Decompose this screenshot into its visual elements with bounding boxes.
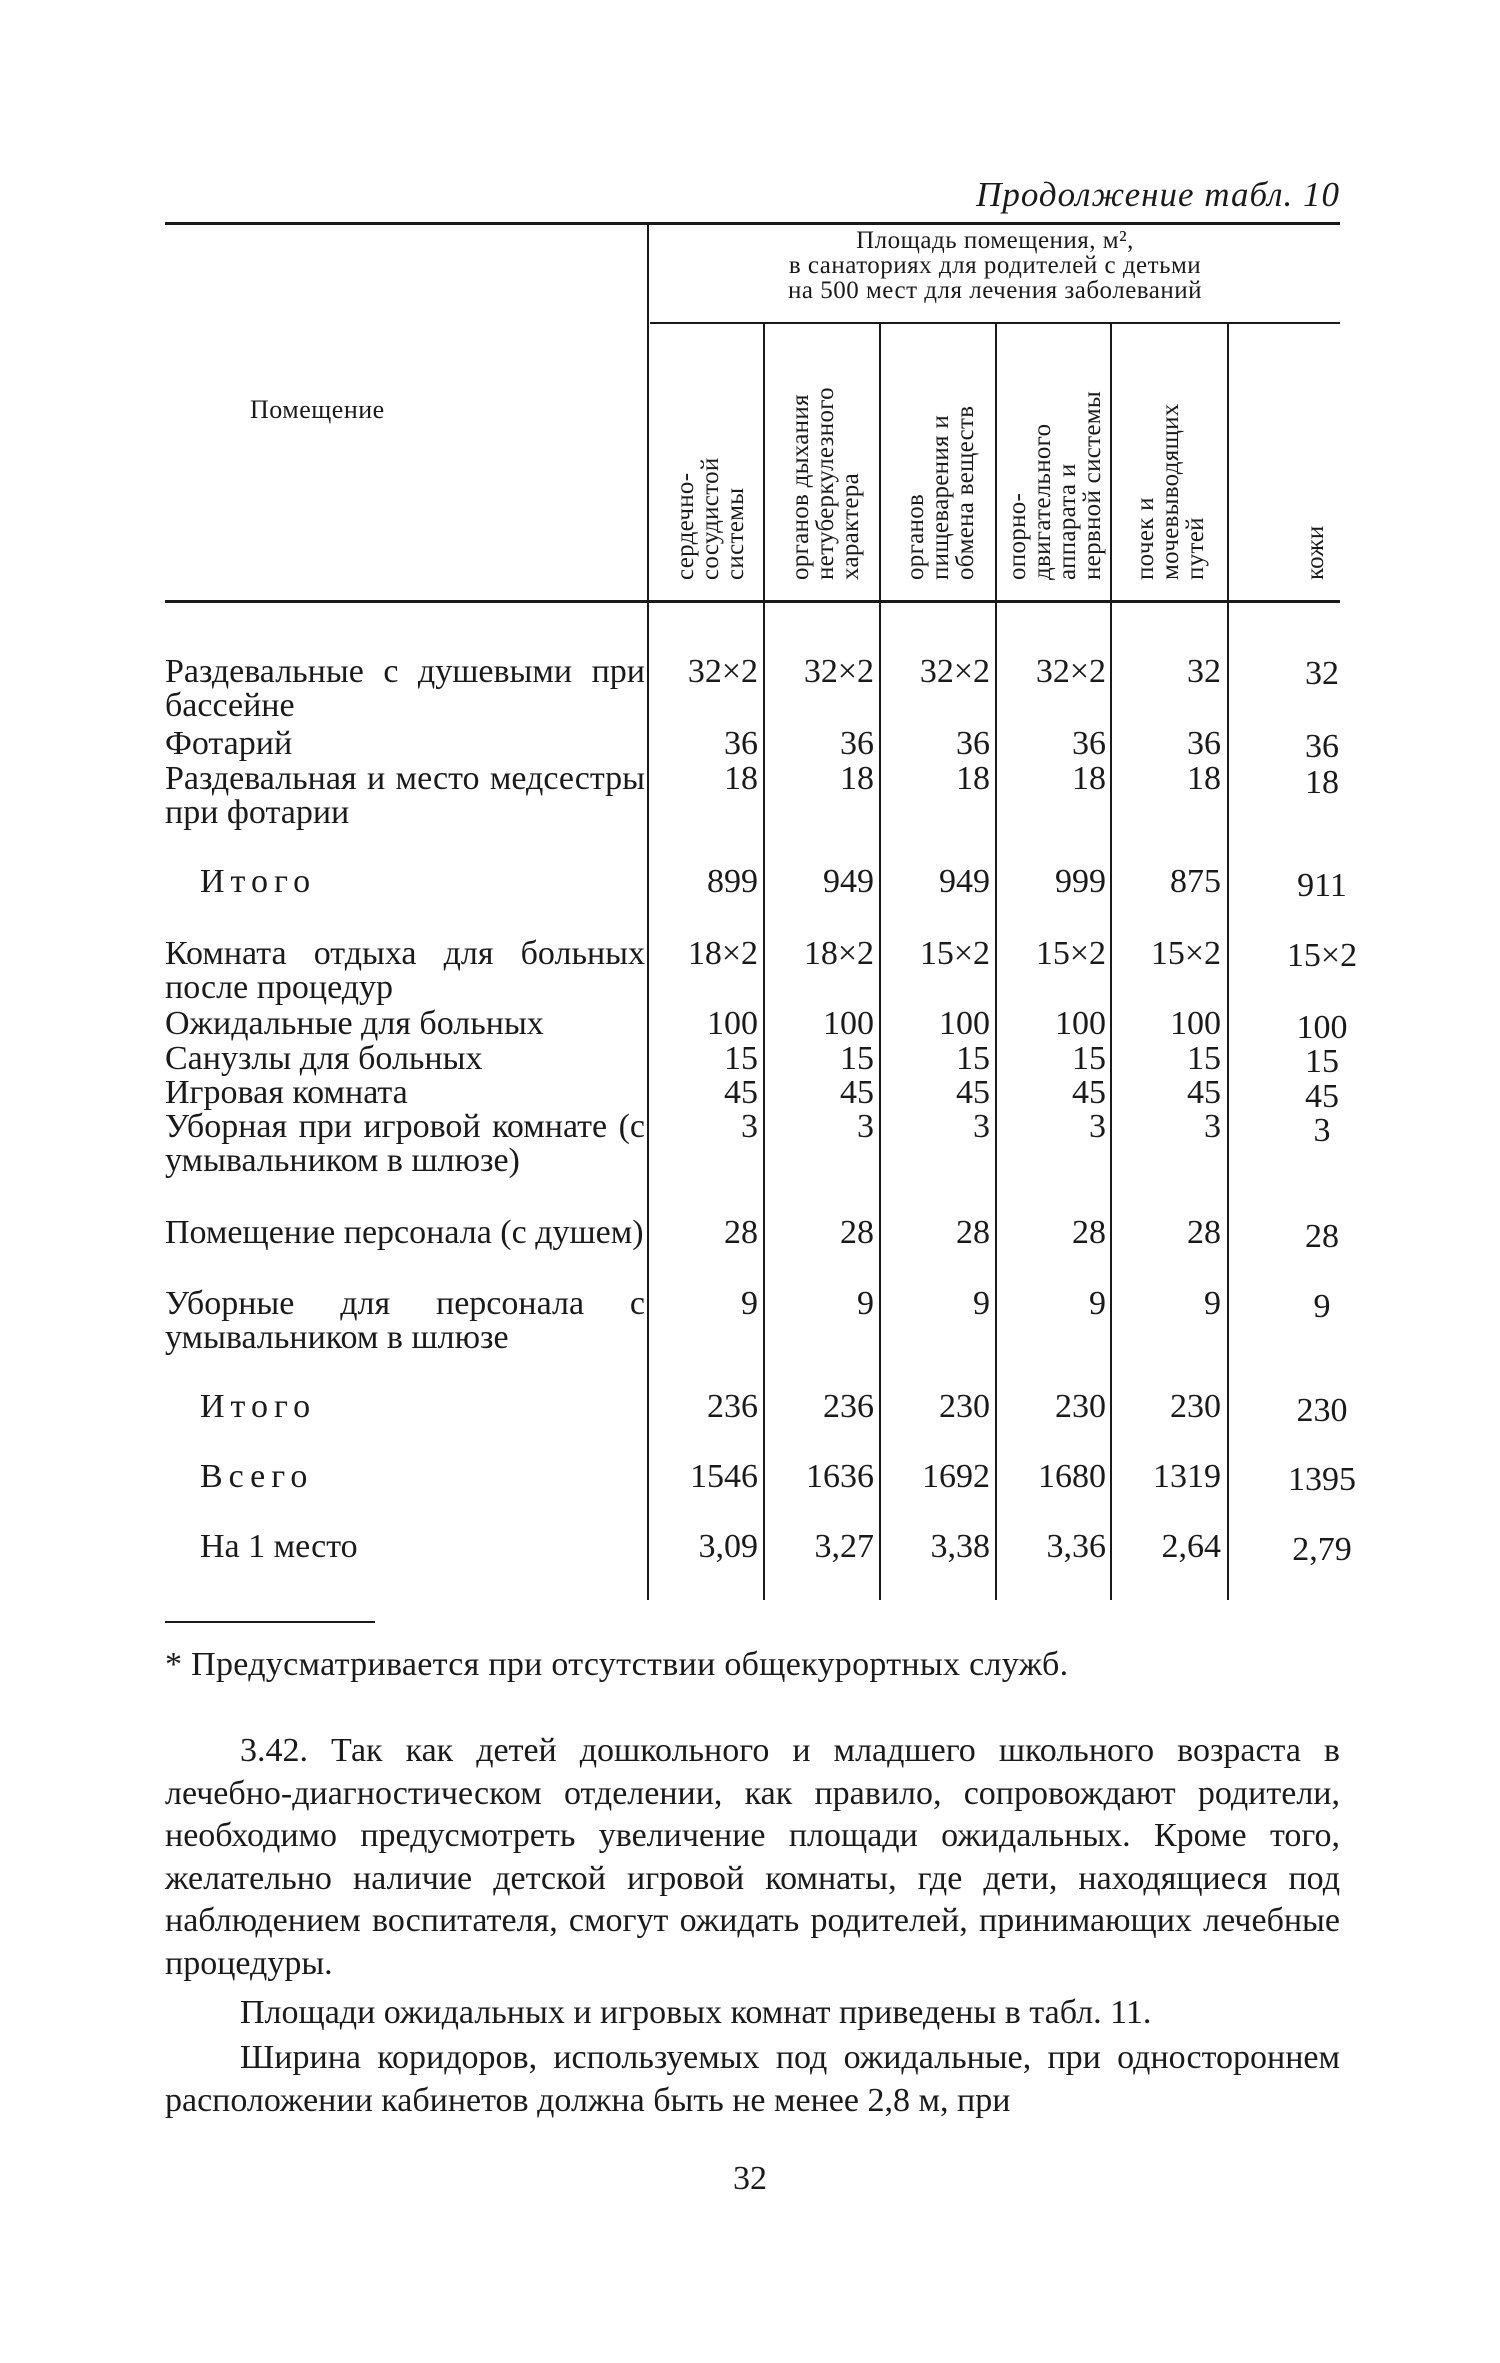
table-cell: 28 [1187,1214,1221,1251]
table-cell: 28 [1072,1214,1106,1251]
table-cell: 36 [1305,728,1339,765]
table-cell: 15 [1305,1043,1339,1080]
column-header-line: сердечно- [671,472,699,580]
table-cell: 3 [1089,1108,1106,1145]
table-cell: 9 [1313,1288,1331,1325]
table-cell: 18 [1187,760,1221,797]
table-cell: 3 [973,1108,990,1145]
table-cell: 899 [707,863,758,900]
table-cell: 100 [1055,1005,1106,1042]
table-cell: 18 [1072,760,1106,797]
footnote-rule [165,1621,375,1623]
table-cell: 18 [956,760,990,797]
table-cell: 999 [1055,863,1106,900]
table-cell: 236 [823,1388,874,1425]
row-label: Игровая комната [165,1074,408,1111]
table-cell: 100 [1170,1005,1221,1042]
table-cell: 100 [823,1005,874,1042]
table-cell: 15 [840,1040,874,1077]
column-header-cardio [655,340,765,580]
column-header-line: нервной системы [1079,391,1106,580]
column-divider [995,603,997,1600]
row-label-grand-total: Всего [200,1458,314,1495]
table-cell: 36 [1187,725,1221,762]
table-cell: 32×2 [1035,653,1106,690]
table-cell: 28 [724,1214,758,1251]
table-cell: 15×2 [1286,937,1358,974]
row-label-total: Итого [200,863,317,900]
column-divider [647,224,649,600]
room-column-header: Помещение [250,395,385,424]
table-cell: 911 [1297,867,1347,904]
table-cell: 9 [973,1285,990,1322]
paragraph: Ширина коридоров, используемых под ожидальные, при одностороннем расположении кабинетов должна быть не менее 2,8 м, при [165,2039,1340,2119]
column-divider [1110,603,1112,1600]
column-header-respiratory [770,340,880,580]
table-cell: 1692 [922,1458,990,1495]
column-header-line: двигательного [1029,423,1056,580]
table-cell: 3,36 [1046,1528,1106,1565]
row-label: Ожидальные для больных [165,1005,544,1042]
table-cell: 36 [956,725,990,762]
table-cell: 18 [724,760,758,797]
table-cell: 3 [1313,1112,1331,1149]
column-divider [647,603,649,1600]
column-divider [1227,603,1229,1600]
table-cell: 18×2 [687,935,758,972]
table-cell: 15 [724,1040,758,1077]
row-label: Санузлы для больных [165,1040,483,1077]
footnote: * Предусматривается при отсутствии общекурортных служб. [165,1646,1069,1683]
table-cell: 9 [1089,1285,1106,1322]
table-cell: 45 [1305,1078,1339,1115]
table-cell: 236 [707,1388,758,1425]
table-cell: 45 [956,1074,990,1111]
table-cell: 230 [1296,1392,1348,1429]
column-header-line: опорно- [1004,492,1031,580]
paragraph: Площади ожидальных и игровых комнат приведены в табл. 11. [240,1994,1152,2031]
table-cell: 15 [956,1040,990,1077]
column-header-line: пищеварения и [926,414,954,580]
table-top-rule [165,222,1340,225]
table-cell: 45 [1072,1074,1106,1111]
table-cell: 15 [1072,1040,1106,1077]
table-cell: 18×2 [803,935,874,972]
table-cell: 100 [1296,1009,1348,1046]
table-cell: 3,09 [698,1528,758,1565]
table-cell: 9 [857,1285,874,1322]
table-cell: 32×2 [687,653,758,690]
table-cell: 1546 [690,1458,758,1495]
column-divider [879,324,881,600]
column-header-digestive [885,340,995,580]
row-label: Уборные для персонала с умывальником в шлюзе [165,1285,645,1356]
table-cell: 32×2 [919,653,990,690]
column-divider [879,603,881,1600]
row-label: Раздевальные с душевыми при бассейне [165,653,645,724]
header-bottom-rule [165,600,1340,603]
table-cell: 45 [840,1074,874,1111]
group-header-line: в санаториях для родителей с детьми [788,252,1202,279]
column-header-musculoskeletal [1000,340,1110,580]
table-cell: 1680 [1038,1458,1106,1495]
table-cell: 949 [939,863,990,900]
row-label-per-place: На 1 место [200,1528,358,1565]
column-header-line: аппарата и [1054,463,1081,580]
column-divider [995,324,997,600]
table-cell: 1319 [1153,1458,1221,1495]
column-header-urinary [1115,340,1225,580]
column-header-line: кожи [1301,525,1329,580]
table-cell: 36 [1072,725,1106,762]
column-divider [1110,324,1112,600]
table-cell: 2,64 [1161,1528,1221,1565]
table-cell: 3,27 [814,1528,874,1565]
table-cell: 18 [1305,764,1339,801]
table-cell: 949 [823,863,874,900]
column-header-line: обмена веществ [951,405,979,580]
table-cell: 32 [1187,653,1221,690]
table-cell: 28 [840,1214,874,1251]
column-header-line: органов [901,493,929,580]
table-cell: 2,79 [1292,1531,1352,1568]
table-cell: 1395 [1288,1461,1356,1498]
column-divider [763,603,765,1600]
column-header-line: системы [721,487,749,580]
group-header-line: Площадь помещения, м², [856,227,1134,254]
table-cell: 28 [956,1214,990,1251]
table-cell: 15×2 [1035,935,1106,972]
table-cell: 100 [939,1005,990,1042]
column-divider [763,324,765,600]
column-header-line: нетуберкулезного [811,387,839,580]
page-number: 32 [733,2160,767,2197]
table-cell: 9 [741,1285,758,1322]
table-cell: 15×2 [1150,935,1221,972]
row-label: Раздевальная и место медсестры при фотарии [165,760,645,831]
table-cell: 1636 [806,1458,874,1495]
column-header-line: сосудистой [696,457,724,580]
column-header-line: характера [836,473,864,580]
table-cell: 9 [1204,1285,1221,1322]
table-cell: 15 [1187,1040,1221,1077]
column-header-line: путей [1181,517,1209,580]
column-header-line: мочевыводящих [1156,403,1184,580]
table-cell: 32×2 [803,653,874,690]
row-label: Комната отдыха для больных после процедур [165,935,645,1006]
paragraph: 3.42. Так как детей дошкольного и младшего школьного возраста в лечебно-диагностическом отделении, как правило, сопровождают родители, необходимо предусмотреть увеличение площади ожидальных. Кроме того, желательно наличие детской игровой комнаты, где дети, находящиеся под наблюдением воспитателя, смогут ожидать родителей, принимающих лечебные процедуры. [165,1732,1340,1982]
table-cell: 28 [1305,1218,1339,1255]
table-cell: 230 [939,1388,990,1425]
row-label: Уборная при игровой комнате (с умывальником в шлюзе) [165,1108,645,1179]
table-cell: 45 [1187,1074,1221,1111]
column-divider [1227,324,1229,600]
column-header-line: органов дыхания [786,394,814,580]
table-cell: 36 [724,725,758,762]
table-cell: 32 [1305,655,1339,692]
column-header-line: почек и [1131,497,1159,580]
group-header-line: на 500 мест для лечения заболеваний [788,277,1202,304]
table-cell: 3,38 [930,1528,990,1565]
table-cell: 100 [707,1005,758,1042]
table-cell: 230 [1170,1388,1221,1425]
table-cell: 230 [1055,1388,1106,1425]
table-cell: 875 [1170,863,1221,900]
group-header [650,228,1340,303]
table-cell: 3 [1204,1108,1221,1145]
table-cell: 3 [857,1108,874,1145]
row-label: Фотарий [165,725,293,762]
table-caption: Продолжение табл. 10 [976,175,1340,214]
table-cell: 36 [840,725,874,762]
row-label-total: Итого [200,1388,317,1425]
table-cell: 15×2 [919,935,990,972]
table-cell: 18 [840,760,874,797]
table-cell: 45 [724,1074,758,1111]
column-header-skin [1260,340,1370,580]
table-cell: 3 [741,1108,758,1145]
row-label: Помещение персонала (с душем) [165,1214,644,1251]
